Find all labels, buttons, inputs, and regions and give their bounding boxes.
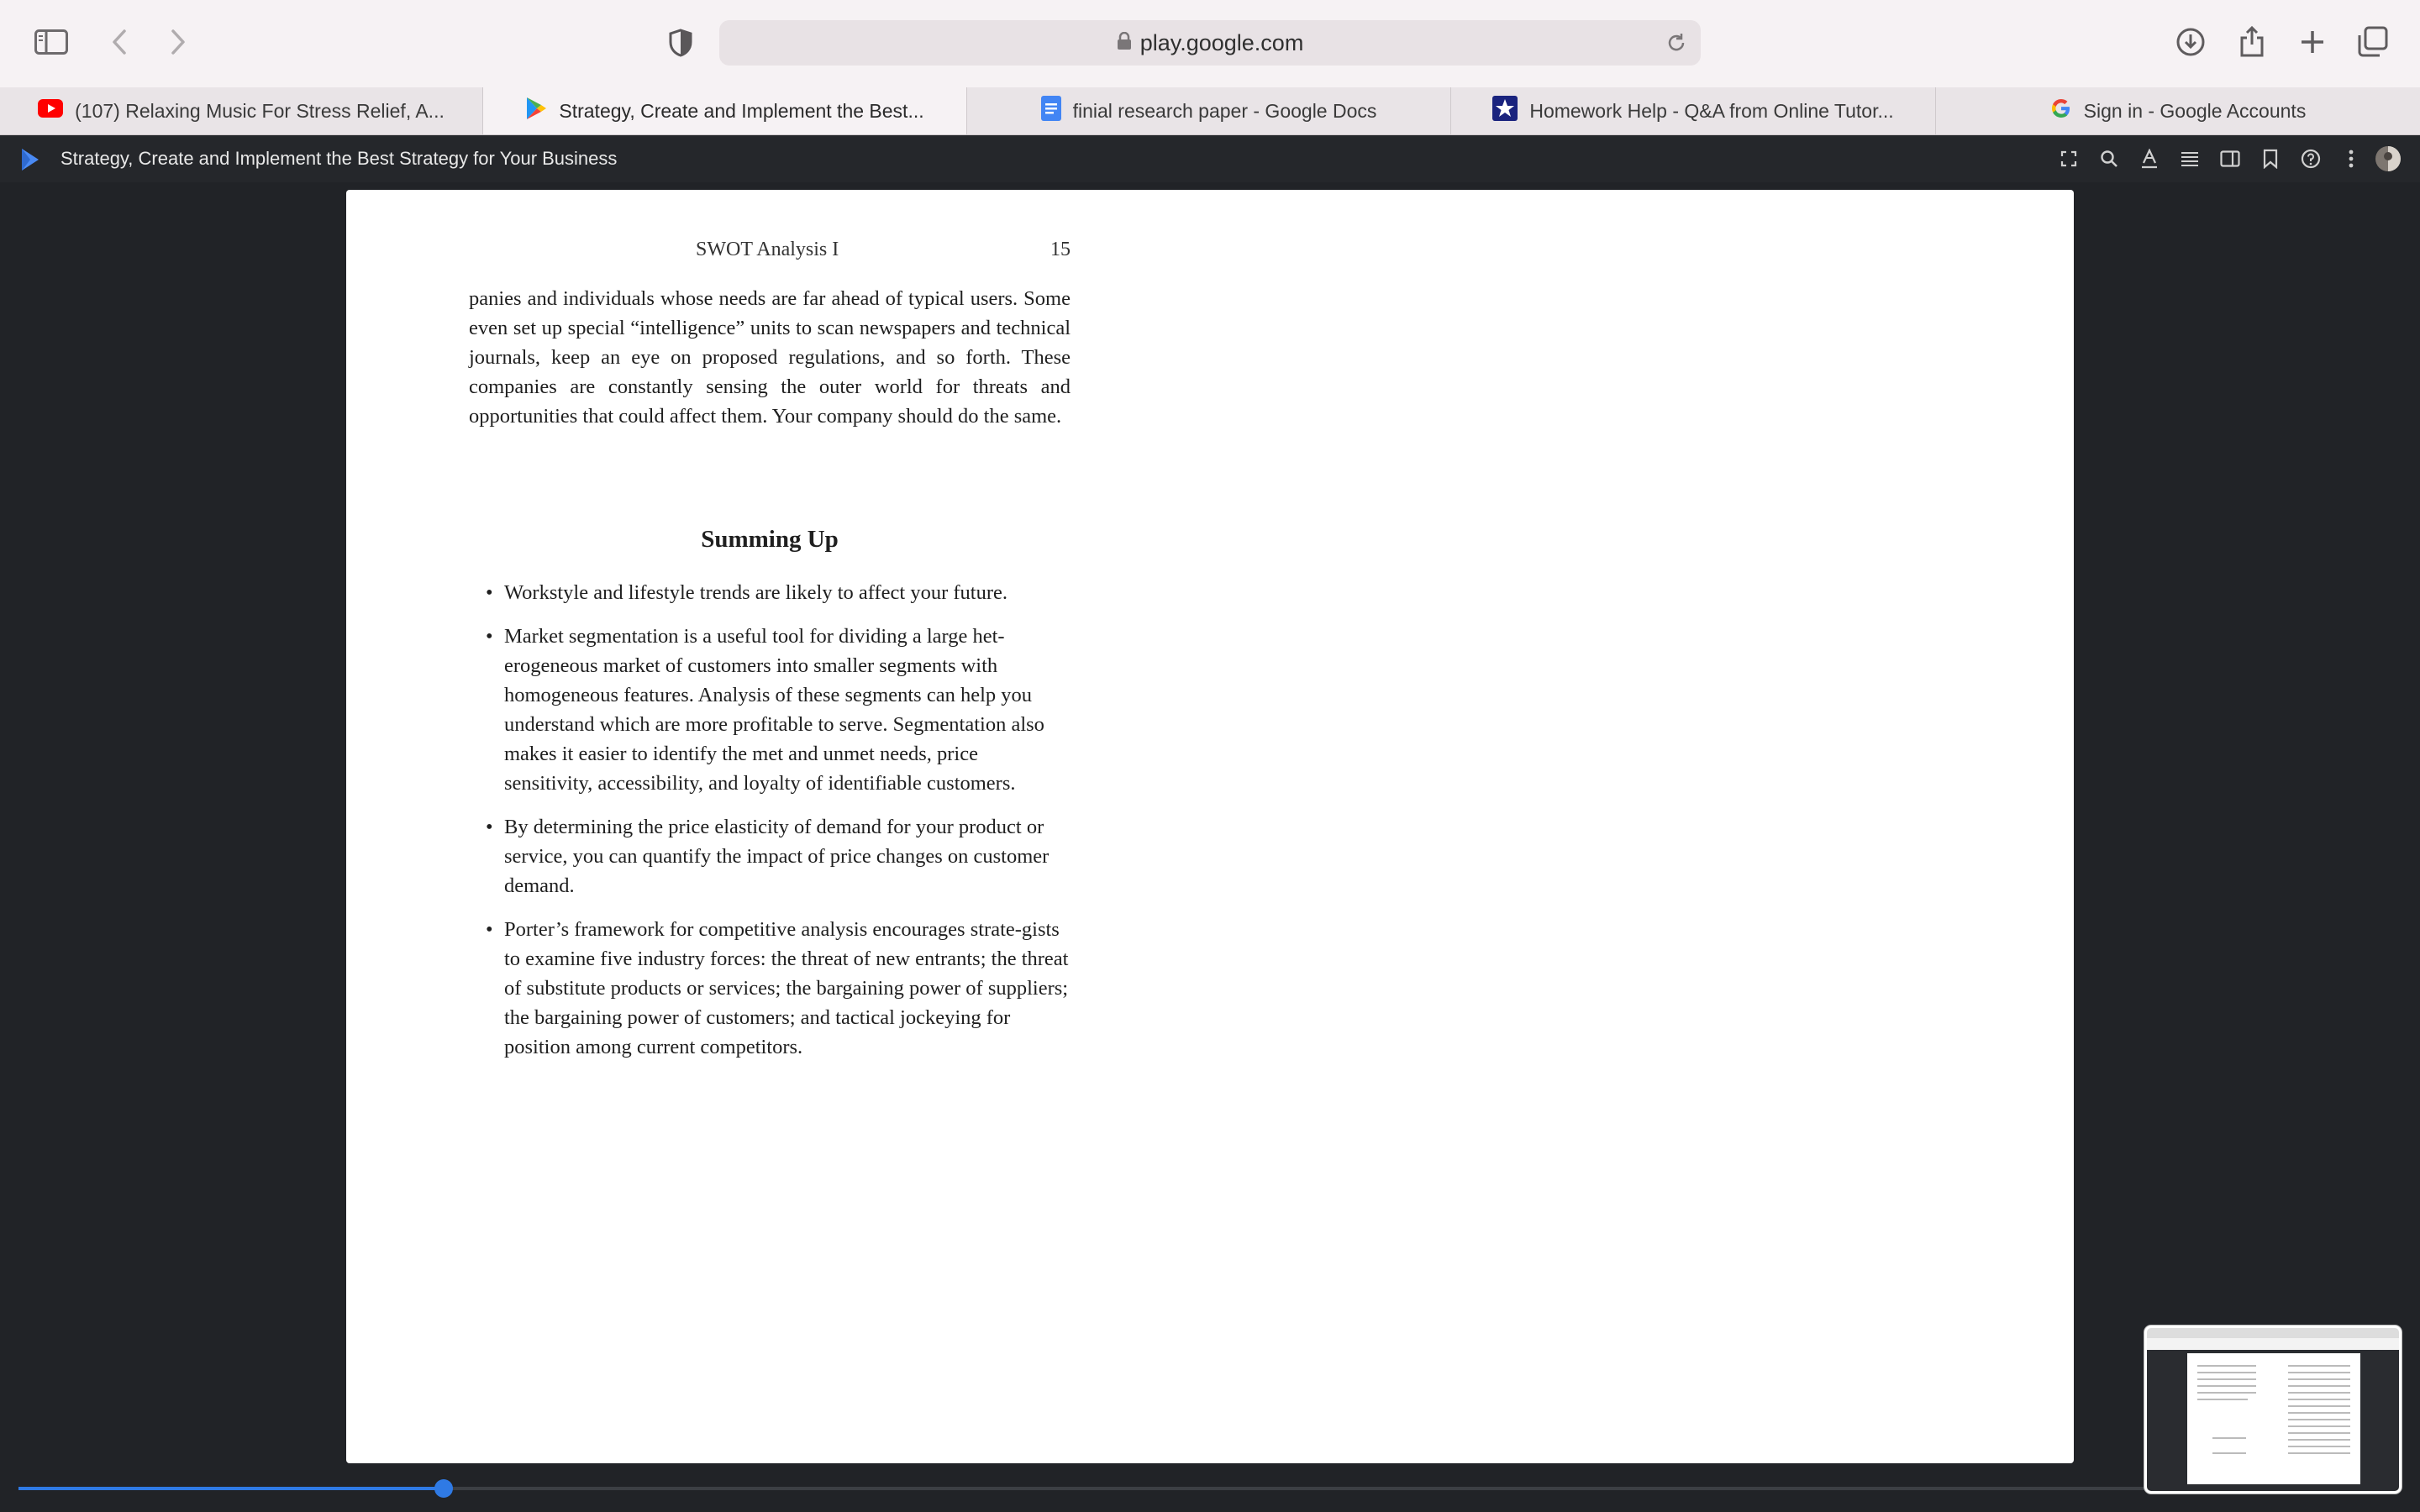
tab-google-play-book[interactable]: Strategy, Create and Implement the Best... [483, 87, 967, 134]
fullscreen-icon[interactable] [2057, 147, 2081, 171]
sidebar-toggle-icon[interactable] [34, 27, 69, 57]
tab-google-docs[interactable]: finial research paper - Google Docs [967, 87, 1451, 134]
reader-header [0, 135, 2420, 182]
list-item: • Porter’s framework for competitive analysis encourages strate-gists to examine five industry forces: the threat of new entrants; the threat of substitute products or services; the bargaining power of suppliers; the bargaining power of customers; and tactical jockeying for position among current competitors. [486, 918, 1069, 1058]
back-icon[interactable] [104, 25, 134, 59]
privacy-shield-icon[interactable] [666, 27, 696, 59]
browser-toolbar [0, 0, 2420, 88]
tab-overview-icon[interactable] [2356, 25, 2390, 59]
more-options-icon[interactable] [2339, 147, 2363, 171]
url-text: play.google.com [1139, 30, 1304, 55]
help-icon[interactable] [2299, 147, 2323, 171]
tab-bar [0, 87, 2420, 135]
reading-progress-fill [18, 1487, 444, 1490]
list-item: • Market segmentation is a useful tool for dividing a large het-erogeneous market of customers into smaller segments with homogeneous features. Analysis of these segments can help you understand which are more profitable to serve. Segmentation also makes it easier to identify the met and unmet needs, price sensitivity, accessibility, and loyalty of identifiable customers. [486, 625, 1044, 795]
body-paragraph: panies and individuals whose needs are far ahead of typical users. Some even set up special “intelligence” units to scan newspapers and technical journals, keep an eye on proposed regulations, and so forth. These companies are constantly sensing the outer world for threats and opportunities that could affect them. Your company should do the same. [469, 287, 1071, 428]
window-thumbnail[interactable] [2144, 1326, 2402, 1494]
account-avatar[interactable] [2375, 145, 2402, 172]
address-bar[interactable] [719, 20, 1701, 66]
google-icon [2050, 97, 2072, 124]
text-format-icon[interactable] [2138, 147, 2161, 171]
list-item: • Workstyle and lifestyle trends are likely to affect your future. [486, 581, 1007, 604]
downloads-icon[interactable] [2175, 25, 2207, 59]
youtube-icon [38, 99, 63, 123]
running-head [469, 239, 1071, 264]
google-play-books-icon[interactable] [18, 147, 42, 172]
google-play-icon [525, 97, 547, 125]
tab-homework-help[interactable]: Homework Help - Q&A from Online Tutor... [1451, 87, 1936, 134]
running-head-title: SWOT Analysis I [696, 239, 839, 260]
tab-youtube[interactable]: (107) Relaxing Music For Stress Relief, A... [0, 87, 483, 134]
star-badge-icon [1492, 96, 1518, 126]
section-heading: Summing Up [701, 526, 839, 553]
book-page [346, 190, 2074, 1463]
reload-icon[interactable] [1664, 30, 1689, 55]
tab-google-sign-in[interactable]: Sign in - Google Accounts [1936, 87, 2420, 134]
google-docs-icon [1041, 96, 1061, 126]
reading-progress-track[interactable] [18, 1487, 2144, 1490]
thumbnail-page [2187, 1353, 2360, 1484]
thumbnail-toolbar [2147, 1328, 2399, 1338]
page-number: 15 [1050, 239, 1071, 260]
forward-icon[interactable] [163, 25, 193, 59]
list-item: • By determining the price elasticity of demand for your product or service, you can quantify the impact of price changes on customer demand. [486, 816, 1050, 897]
notes-panel-icon[interactable] [2218, 147, 2242, 171]
contents-icon[interactable] [2178, 147, 2202, 171]
new-tab-icon[interactable] [2297, 27, 2328, 57]
share-icon[interactable] [2237, 24, 2267, 59]
bookmark-icon[interactable] [2259, 147, 2282, 171]
book-title: Strategy, Create and Implement the Best Strategy for Your Business [60, 148, 618, 169]
summary-bullet-list [469, 578, 1071, 1076]
reading-progress-handle[interactable] [434, 1479, 453, 1498]
lock-icon [1117, 20, 1132, 66]
search-icon[interactable] [2097, 147, 2121, 171]
